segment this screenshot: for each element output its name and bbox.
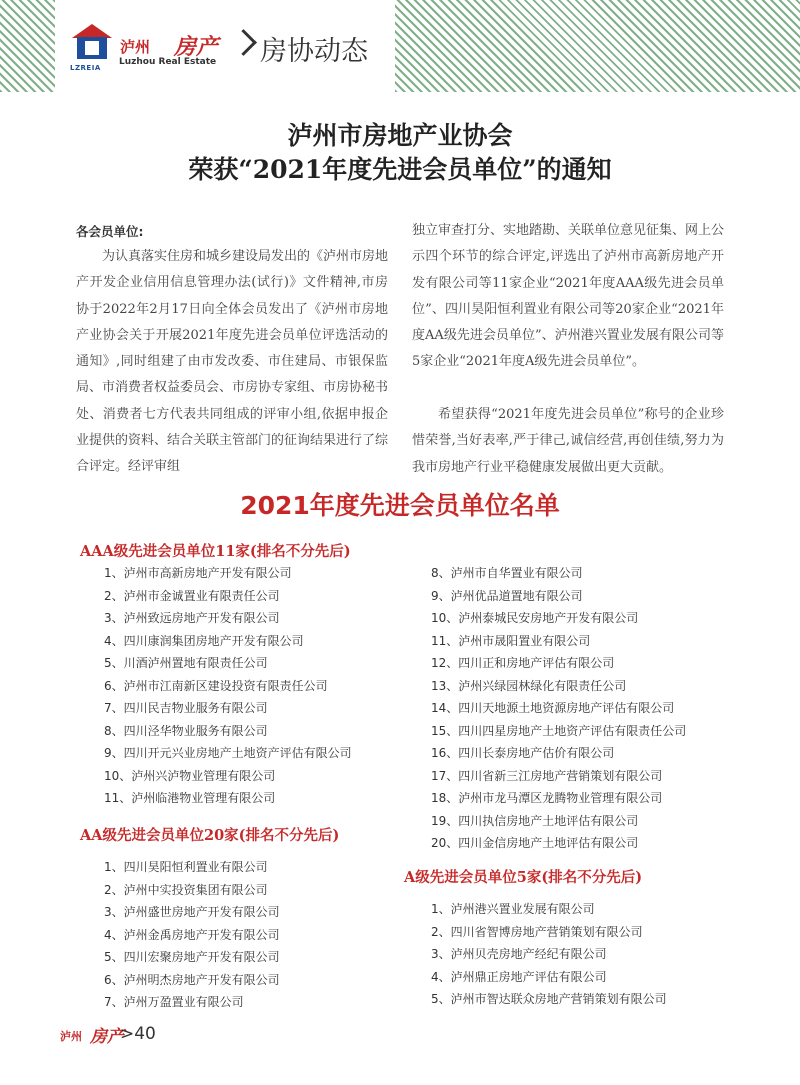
logo-english-name: Luzhou Real Estate bbox=[119, 57, 217, 67]
list-item: 8、四川泾华物业服务有限公司 bbox=[104, 723, 268, 738]
aaa-group-header: AAA级先进会员单位11家(排名不分先后) bbox=[80, 543, 351, 560]
list-item: 5、川酒泸州置地有限责任公司 bbox=[104, 656, 268, 670]
list-item: 18、泸州市龙马潭区龙腾物业管理有限公司 bbox=[431, 791, 663, 805]
list-item: 4、泸州鼎正房地产评估有限公司 bbox=[431, 969, 607, 984]
list-item: 9、泸州优品道置地有限公司 bbox=[431, 588, 583, 603]
list-item: 19、四川执信房地产土地评估有限公司 bbox=[431, 813, 639, 828]
footer-brand: 泸州 bbox=[60, 1030, 82, 1043]
article-title-line1: 泸州市房地产业协会 bbox=[287, 121, 513, 150]
list-item: 11、泸州市晟阳置业有限公司 bbox=[431, 633, 591, 648]
list-item: 14、四川天地源土地资源房地产评估有限公司 bbox=[431, 701, 675, 715]
list-item: 1、泸州市高新房地产开发有限公司 bbox=[104, 566, 292, 580]
aa-member-list bbox=[104, 856, 280, 1014]
list-item: 12、四川正和房地产评估有限公司 bbox=[431, 656, 615, 670]
body-paragraph-closing: 希望获得“2021年度先进会员单位”称号的企业珍惜荣誉,当好表率,严于律己,诚信经营,再创佳绩,努力为我市房地产行业平稳健康发展做出更大贡献。 bbox=[412, 407, 724, 475]
header-pattern-left bbox=[0, 0, 55, 92]
list-item: 5、四川宏聚房地产开发有限公司 bbox=[104, 950, 280, 964]
list-item: 3、泸州致远房地产开发有限公司 bbox=[104, 611, 280, 625]
list-item: 3、泸州盛世房地产开发有限公司 bbox=[104, 905, 280, 919]
list-item: 3、泸州贝壳房地产经纪有限公司 bbox=[431, 947, 607, 961]
list-item: 8、泸州市自华置业有限公司 bbox=[431, 566, 583, 580]
list-item: 6、泸州市江南新区建设投资有限责任公司 bbox=[104, 678, 328, 693]
a-group-header: A级先进会员单位5家(排名不分先后) bbox=[404, 869, 643, 886]
list-item: 7、泸州万盈置业有限公司 bbox=[104, 995, 244, 1009]
list-item: 13、泸州兴绿园林绿化有限责任公司 bbox=[431, 678, 627, 693]
section-title: 房协动态 bbox=[260, 36, 368, 67]
house-logo-icon bbox=[72, 24, 112, 64]
list-item: 17、四川省新三江房地产营销策划有限公司 bbox=[431, 768, 663, 783]
a-member-list bbox=[431, 898, 667, 1011]
list-title: 2021年度先进会员单位名单 bbox=[240, 491, 560, 520]
aa-member-list-continued bbox=[431, 562, 686, 855]
list-item: 11、泸州临港物业管理有限公司 bbox=[104, 791, 276, 805]
list-item: 4、泸州金禹房地产开发有限公司 bbox=[104, 927, 280, 942]
list-item: 9、四川开元兴业房地产土地资产评估有限公司 bbox=[104, 746, 352, 760]
header-pattern-right bbox=[395, 0, 800, 92]
list-item: 10、泸州兴泸物业管理有限公司 bbox=[104, 768, 276, 783]
footer-brand-script: 房产 bbox=[90, 1027, 124, 1047]
list-item: 2、泸州市金诚置业有限责任公司 bbox=[104, 588, 280, 603]
logo-abbreviation: LZREIA bbox=[70, 64, 101, 72]
list-item: 15、四川四星房地产土地资产评估有限责任公司 bbox=[431, 723, 687, 738]
body-paragraph-left: 为认真落实住房和城乡建设局发出的《泸州市房地产开发企业信用信息管理办法(试行)》文件精神,市房协于2022年2月17日向全体会员发出了《泸州市房地产业协会关于开展2021年度先进会员单位评选活动的通知》,同时组建了由市发改委、市住建局、市银保监局、市消费者权益委员会、市房协专家组、市房协秘书处、消费者七方代表共同组成的评审小组,依据申报企业提供的资料、结合关联主管部门的征询结果进行了综合评定。经评审组 bbox=[76, 249, 389, 475]
salutation: 各会员单位: bbox=[76, 224, 144, 239]
logo-name: 泸州 bbox=[120, 38, 151, 56]
page-number: >40 bbox=[120, 1024, 156, 1044]
article-title-line2: 荣获“2021年度先进会员单位”的通知 bbox=[188, 155, 612, 184]
logo-name-script: 房产 bbox=[174, 34, 219, 60]
list-item: 16、四川长泰房地产估价有限公司 bbox=[431, 746, 615, 760]
list-item: 20、四川金信房地产土地评估有限公司 bbox=[431, 836, 639, 850]
list-item: 6、泸州明杰房地产开发有限公司 bbox=[104, 972, 280, 987]
list-item: 1、泸州港兴置业发展有限公司 bbox=[431, 902, 595, 916]
list-item: 1、四川昊阳恒利置业有限公司 bbox=[104, 860, 268, 874]
list-item: 5、泸州市智达联众房地产营销策划有限公司 bbox=[431, 992, 667, 1006]
body-paragraph-right: 独立审查打分、实地踏勘、关联单位意见征集、网上公示四个环节的综合评定,评选出了泸州市高新房地产开发有限公司等11家企业“2021年度AAA级先进会员单位”、四川昊阳恒利置业有限公司等20家企业“2021年度AA级先进会员单位”、泸州港兴置业发展有限公司等5家企业“2021年度A级先进会员单位”。 bbox=[412, 223, 725, 370]
list-item: 2、泸州中实投资集团有限公司 bbox=[104, 882, 268, 897]
aa-group-header: AA级先进会员单位20家(排名不分先后) bbox=[80, 827, 340, 844]
list-item: 7、四川民吉物业服务有限公司 bbox=[104, 701, 268, 715]
list-item: 4、四川康润集团房地产开发有限公司 bbox=[104, 633, 304, 648]
list-item: 2、四川省智博房地产营销策划有限公司 bbox=[431, 924, 643, 939]
list-item: 10、泸州泰城民安房地产开发有限公司 bbox=[431, 611, 639, 625]
aaa-member-list bbox=[104, 562, 352, 810]
